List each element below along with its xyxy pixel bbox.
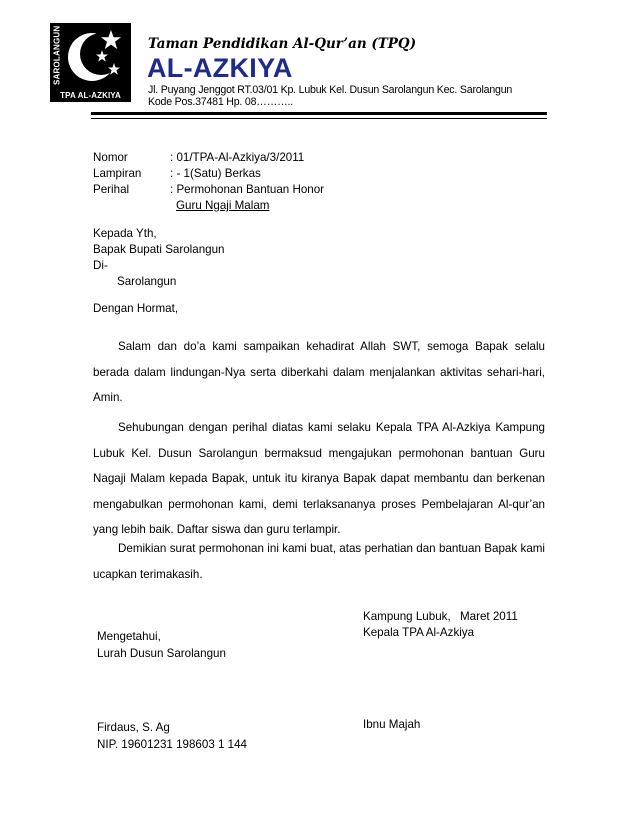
perihal-value-continued: Guru Ngaji Malam [176, 199, 270, 212]
signature-left-name: Firdaus, S. Ag [97, 721, 170, 734]
institution-brand: AL-AZKIYA [147, 53, 293, 83]
institution-address: Jl. Puyang Jenggot RT.03/01 Kp. Lubuk Kel. Dusun Sarolangun Kec. Sarolangun Kode Pos.37481 Hp. 08……….. [148, 84, 513, 108]
paragraph-3-text: Demikian surat permohonan ini kami buat, atas perhatian dan bantuan Bapak kami ucapkan terimakasih. [93, 542, 545, 581]
signature-left-title-1: Mengetahui, [97, 630, 161, 643]
lampiran-value: : - 1(Satu) Berkas [170, 167, 261, 180]
recipient-line-1: Kepada Yth, [93, 227, 157, 240]
logo-vertical-text: SAROLANGUN [52, 25, 62, 85]
letterhead-divider-thin [91, 118, 547, 119]
signature-right-title: Kepala TPA Al-Azkiya [363, 626, 475, 639]
paragraph-2-text: Sehubungan dengan perihal diatas kami selaku Kepala TPA Al-Azkiya Kampung Lubuk Kel. Dusun Sarolangun bermaksud mengajukan permohonan bantuan Guru Nagaji Malam kepada Bapak, untuk itu kiranya Bapak dapat membantu dan berkenan mengabulkan permohonan kami, demi terlaksananya proses Pembelajaran Al-qur’an yang lebih baik. Daftar siswa dan guru terlampir. [93, 421, 545, 536]
letterhead-divider-thick [91, 112, 547, 115]
signature-place: Kampung Lubuk, [363, 610, 451, 623]
signature-left-title-2: Lurah Dusun Sarolangun [97, 647, 226, 660]
signature-date: Maret 2011 [460, 610, 518, 623]
recipient-line-3: Di- [93, 259, 108, 272]
perihal-label: Perihal [93, 183, 130, 196]
paragraph-1-text: Salam dan do’a kami sampaikan kehadirat Allah SWT, semoga Bapak selalu berada dalam lindungan-Nya serta diberkahi dalam menjalankan aktivitas sehari-hari, Amin. [93, 340, 545, 404]
nomor-label: Nomor [93, 151, 128, 164]
paragraph-1 [93, 334, 545, 411]
signature-left-nip: NIP. 19601231 198603 1 144 [97, 738, 247, 751]
perihal-value: : Permohonan Bantuan Honor [170, 183, 325, 196]
recipient-line-2: Bapak Bupati Sarolangun [93, 243, 225, 256]
paragraph-2 [93, 415, 545, 543]
nomor-value: : 01/TPA-Al-Azkiya/3/2011 [170, 151, 305, 164]
lampiran-label: Lampiran [93, 167, 142, 180]
crescent-stars-emblem-icon [66, 26, 128, 86]
recipient-line-4: Sarolangun [117, 275, 177, 288]
paragraph-3 [93, 536, 545, 587]
logo-bottom-text: TPA AL-AZKIYA [60, 91, 121, 100]
signature-right-name: Ibnu Majah [363, 718, 421, 731]
institution-name: Taman Pendidikan Al-Qur’an (TPQ) [148, 36, 417, 52]
greeting: Dengan Hormat, [93, 302, 179, 315]
institution-logo [50, 23, 131, 102]
